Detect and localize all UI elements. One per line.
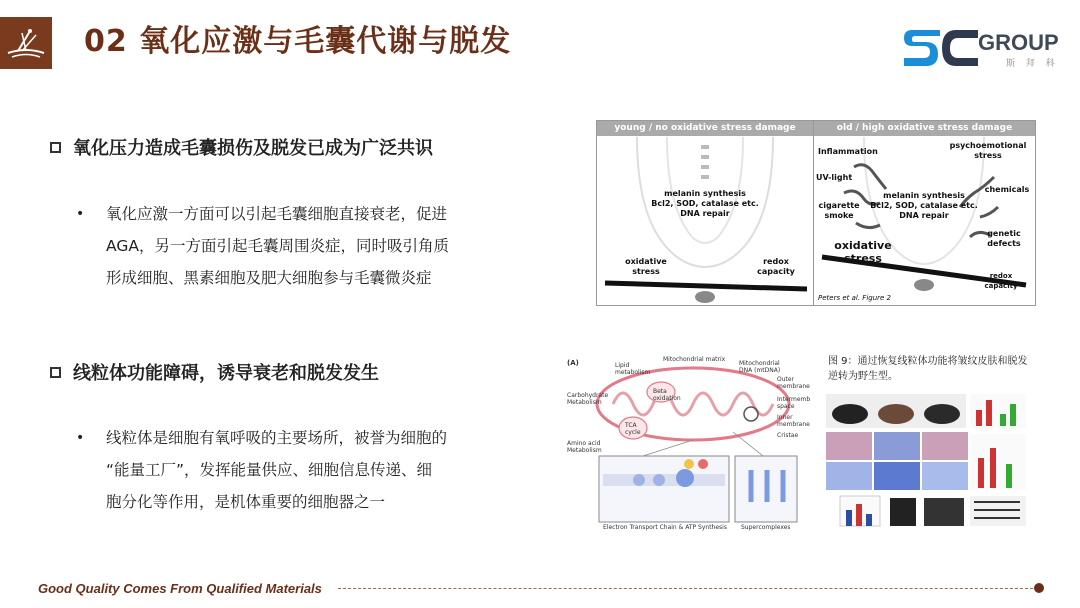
young-panel — [597, 121, 814, 305]
paragraph-line: AGA，另一方面引起毛囊周围炎症，同时吸引角质 — [106, 237, 449, 255]
label-intermembrane — [777, 396, 810, 410]
paragraph-line: 线粒体是细胞有氧呼吸的主要场所，被誉为细胞的 — [106, 429, 448, 447]
oxidative-stress-label-large — [828, 239, 898, 265]
mitochondria-figure — [563, 352, 809, 532]
label-mtdna — [739, 360, 780, 374]
figure-text: DNA repair — [899, 211, 949, 220]
figure-text: oxidation — [653, 395, 681, 402]
mouse-results-figure — [820, 350, 1032, 536]
paragraph-line: 胞分化等作用，是机体重要的细胞器之一 — [106, 493, 386, 511]
label-inner-membrane — [777, 414, 810, 428]
footer-dot-icon — [1034, 583, 1044, 593]
stressor-uv-light: UV-light — [816, 173, 853, 182]
figure-text: Metabolism — [567, 399, 602, 406]
brand-logo — [902, 22, 1062, 72]
figure-text: membrane — [777, 383, 810, 390]
figure-text: Outer — [777, 376, 795, 383]
figure-text: TCA — [625, 422, 637, 429]
stressor-chemicals: chemicals — [984, 185, 1030, 194]
figure-text: Beta — [653, 388, 667, 395]
stressor-genetic-defects — [980, 229, 1028, 249]
figure-text: genetic — [987, 229, 1021, 238]
bullet-dot-icon: • — [76, 430, 85, 446]
section-1-heading — [50, 134, 433, 160]
figure-text: Mitochondrial — [739, 360, 780, 367]
figure-text: metabolism — [615, 369, 651, 376]
figure-text: stress — [632, 267, 660, 276]
label-beta-oxidation — [653, 388, 681, 402]
figure-text: Carbohydrate — [567, 392, 609, 399]
paragraph-line: 形成细胞、黑素细胞及肥大细胞参与毛囊微炎症 — [106, 269, 432, 287]
label-lipid — [615, 362, 650, 376]
redox-capacity-label-right — [978, 271, 1024, 291]
old-panel — [814, 121, 1035, 305]
figure-text: oxidative — [834, 239, 892, 252]
paragraph-line: “能量工厂”，发挥能量供应、细胞信息传递、细 — [106, 461, 433, 479]
figure-text: Inner — [777, 414, 793, 421]
figure-text: oxidative — [625, 257, 667, 266]
section-1-heading-text: 氧化压力造成毛囊损伤及脱发已成为广泛共识 — [73, 138, 433, 159]
redox-capacity-label — [751, 257, 801, 277]
label-etc-atp: Electron Transport Chain & ATP Synthesis — [603, 524, 727, 531]
section-1-paragraph — [106, 198, 546, 294]
panel-label-a: (A) — [567, 359, 579, 367]
figure-text: 图 9：通过恢复线粒体功能将皱纹皮肤和脱发 — [828, 356, 1028, 367]
old-header: old / high oxidative stress damage — [814, 121, 1035, 136]
figure-text: 逆转为野生型。 — [828, 371, 898, 382]
figure-text: redox — [989, 272, 1013, 280]
figure-text: redox — [763, 257, 789, 266]
label-supercomplexes: Supercomplexes — [741, 524, 791, 531]
footer-slogan: Good Quality Comes From Qualified Materials — [38, 581, 322, 596]
brand-subtitle: 斯 拜 科 — [1006, 59, 1059, 69]
mouse-photos-and-charts-graphic — [820, 388, 1032, 538]
bullet-dot-icon: • — [76, 206, 85, 222]
label-amino-acid — [567, 440, 602, 454]
figure-text: melanin synthesis — [883, 191, 965, 200]
old-center-label — [866, 191, 982, 221]
brand-name: GROUP — [978, 30, 1059, 55]
figure-text: Amino acid — [567, 440, 601, 447]
checkbox-square-icon — [50, 142, 61, 153]
hair-follicle-young-graphic — [597, 137, 813, 305]
oxidative-stress-label — [621, 257, 671, 277]
page-title: 02 氧化应激与毛囊代谢与脱发 — [84, 24, 512, 59]
label-tca-cycle — [625, 422, 641, 436]
stressor-psychoemotional — [948, 141, 1028, 161]
figure-text: cigarette — [818, 201, 860, 210]
young-header: young / no oxidative stress damage — [597, 121, 813, 136]
footer-divider — [338, 588, 1038, 589]
figure-text: Bcl2, SOD, catalase etc. — [870, 201, 978, 210]
figure-text: stress — [844, 252, 882, 265]
label-cristae: Cristae — [777, 432, 799, 439]
young-center-label — [647, 189, 763, 219]
company-logo — [0, 17, 52, 69]
label-mito-matrix: Mitochondrial matrix — [663, 356, 726, 363]
figure-text: cycle — [625, 429, 641, 436]
figure-text: DNA (mtDNA) — [739, 367, 781, 374]
section-2-heading-text: 线粒体功能障碍，诱导衰老和脱发发生 — [73, 363, 379, 384]
section-2-heading — [50, 359, 379, 385]
figure-text: Lipid — [615, 362, 630, 369]
checkbox-square-icon — [50, 367, 61, 378]
label-outer-membrane — [777, 376, 810, 390]
figure-text: capacity — [757, 267, 795, 276]
figure-text: capacity — [984, 282, 1018, 290]
sc-logo-icon — [902, 22, 982, 72]
figure-caption — [828, 354, 1032, 384]
figure-text: membrane — [777, 421, 810, 428]
figure-text: space — [777, 403, 795, 410]
stressor-cigarette-smoke — [816, 201, 862, 221]
figure-text: melanin synthesis — [664, 189, 746, 198]
oxidative-stress-figure — [596, 120, 1036, 306]
figure-text: smoke — [824, 211, 854, 220]
figure-text: Intermemb — [777, 396, 811, 403]
figure-text: Metabolism — [567, 447, 602, 454]
figure-text: Bcl2, SOD, catalase etc. — [651, 199, 759, 208]
label-carbohydrate — [567, 392, 608, 406]
figure-text: defects — [987, 239, 1021, 248]
section-2-paragraph — [106, 422, 546, 518]
figure-citation: Peters et al. Figure 2 — [818, 294, 892, 302]
stressor-inflammation: Inflammation — [818, 147, 878, 156]
figure-text: DNA repair — [680, 209, 730, 218]
paragraph-line: 氧化应激一方面可以引起毛囊细胞直接衰老，促进 — [106, 205, 448, 223]
figure-text: stress — [974, 151, 1002, 160]
figure-text: psychoemotional — [949, 141, 1027, 150]
hair-logo-icon — [0, 17, 52, 69]
